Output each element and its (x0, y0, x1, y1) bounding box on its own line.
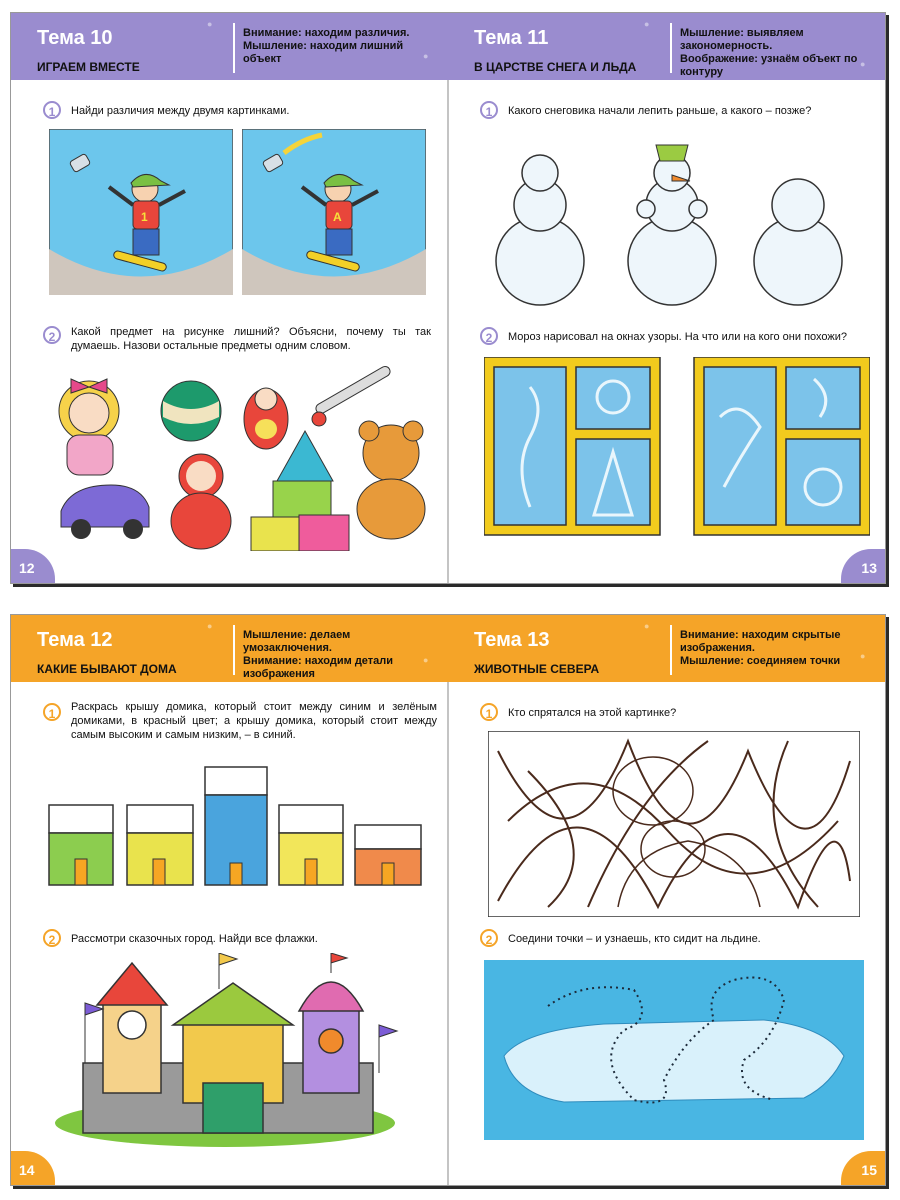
hidden-bears-illustration (488, 731, 860, 917)
question-text: Раскрась крышу домика, который стоит между синим и зелёным домиками, в красный цвет; а крышу домика, который стоит между самым высоким и самым низким, – в синий. (71, 701, 437, 741)
question-number: 2 (480, 929, 498, 947)
topic-title: ИГРАЕМ ВМЕСТЕ (37, 60, 140, 74)
paw-icon: ● (860, 651, 866, 661)
page-number: 12 (11, 549, 55, 583)
question-number: 2 (43, 929, 61, 947)
question-number: 2 (43, 326, 61, 344)
question-text: Найди различия между двумя картинками. (71, 105, 290, 117)
skill-line: Внимание: находим детали изображения (243, 655, 394, 680)
skills-box (680, 27, 870, 79)
question-text: Соедини точки – и узнаешь, кто сидит на льдине. (508, 933, 761, 945)
fairy-town-illustration (33, 953, 417, 1149)
header-divider (670, 23, 672, 73)
question-number: 1 (43, 101, 61, 119)
skills-box (243, 27, 433, 66)
header-divider (670, 625, 672, 675)
skill-line: Воображение: узнаём объект по контуру (680, 53, 858, 78)
topic-header (448, 615, 885, 682)
page-number: 13 (841, 549, 885, 583)
paw-icon: ● (644, 621, 650, 631)
skills-box (680, 629, 870, 668)
seal-dot-puzzle-illustration (484, 960, 864, 1140)
question-text: Кто спрятался на этой картинке? (508, 707, 677, 719)
paw-icon: ● (644, 19, 650, 29)
skills-box (243, 629, 433, 681)
skill-line: Мышление: выявляем закономерность. (680, 27, 804, 52)
topic-number: Тема 13 (474, 629, 550, 651)
question-number: 2 (480, 327, 498, 345)
topic-title: В ЦАРСТВЕ СНЕГА И ЛЬДА (474, 60, 637, 74)
skill-line: Внимание: находим скрытые изображения. (680, 629, 841, 654)
skill-line: Мышление: находим лишний объект (243, 40, 404, 65)
houses-illustration (47, 763, 427, 887)
question-text: Какой предмет на рисунке лишний? Объясни, почему ты так думаешь. Назови остальные предметы одним словом. (71, 326, 431, 352)
skill-line: Внимание: находим различия. (243, 27, 410, 39)
topic-number: Тема 11 (474, 27, 549, 49)
question-number: 1 (480, 101, 498, 119)
topic-number: Тема 12 (37, 629, 113, 651)
difference-picture-left (49, 129, 233, 295)
toys-illustration (41, 361, 441, 551)
page-13 (448, 13, 885, 583)
spread-pages-12-13 (10, 12, 886, 584)
svg-text:1: 1 (141, 210, 148, 224)
topic-header (11, 13, 448, 80)
difference-picture-right (242, 129, 426, 295)
question-text: Какого снеговика начали лепить раньше, а какого – позже? (508, 105, 812, 117)
skill-line: Мышление: делаем умозаключения. (243, 629, 351, 654)
paw-icon: ● (207, 621, 213, 631)
question-text: Рассмотри сказочных город. Найди все флажки. (71, 933, 318, 945)
skill-line: Мышление: соединяем точки (680, 655, 841, 667)
page-number: 14 (11, 1151, 55, 1185)
page-15 (448, 615, 885, 1185)
svg-text:A: A (333, 210, 342, 224)
topic-header (448, 13, 885, 80)
spread-pages-14-15 (10, 614, 886, 1186)
question-number: 1 (43, 703, 61, 721)
frost-windows-illustration (484, 357, 870, 537)
paw-icon: ● (207, 19, 213, 29)
question-number: 1 (480, 703, 498, 721)
paw-icon: ● (423, 51, 429, 61)
topic-title: ЖИВОТНЫЕ СЕВЕРА (474, 662, 600, 676)
header-divider (233, 23, 235, 73)
paw-icon: ● (860, 59, 866, 69)
page-12 (11, 13, 448, 583)
topic-header (11, 615, 448, 682)
snowmen-illustration (480, 129, 870, 313)
topic-number: Тема 10 (37, 27, 113, 49)
topic-title: КАКИЕ БЫВАЮТ ДОМА (37, 662, 177, 676)
question-text: Мороз нарисовал на окнах узоры. На что или на кого они похожи? (508, 331, 848, 343)
page-number: 15 (841, 1151, 885, 1185)
header-divider (233, 625, 235, 675)
page-14 (11, 615, 448, 1185)
paw-icon: ● (423, 655, 429, 665)
